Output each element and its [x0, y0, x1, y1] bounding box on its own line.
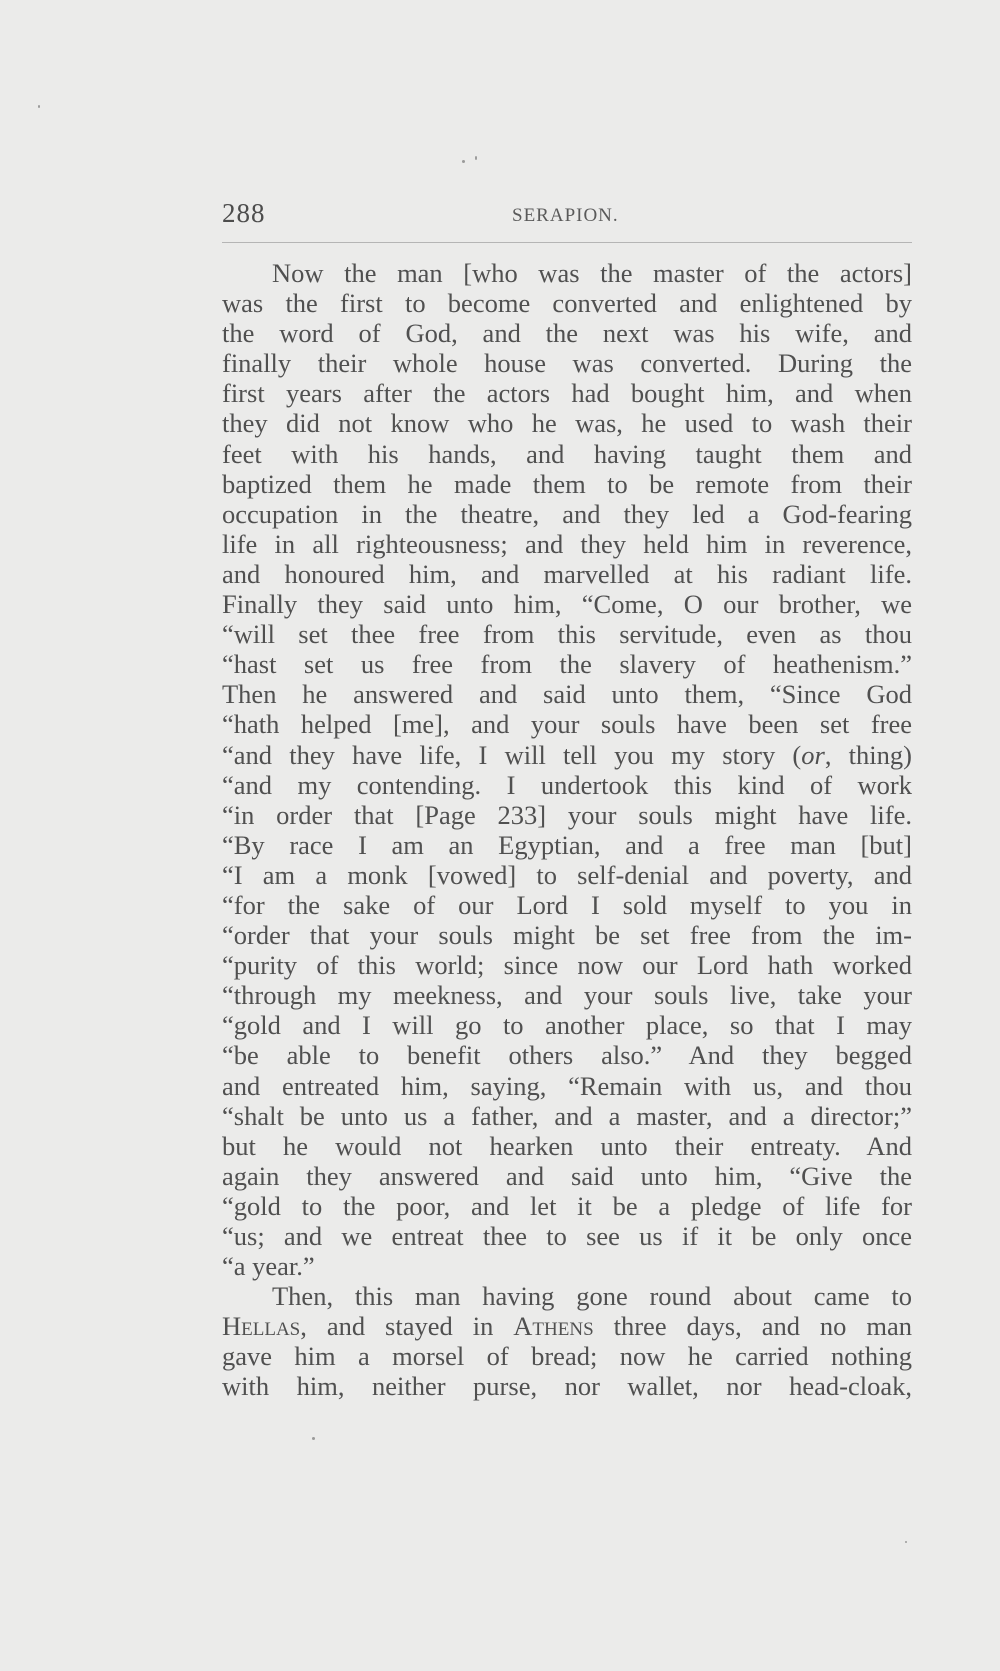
text-line: “will set thee free from this servitude, even as thou [222, 619, 912, 650]
text-line: “By race I am an Egyptian, and a free man [but] [222, 829, 912, 860]
text-line: feet with his hands, and having taught them and [222, 438, 912, 469]
text-line: “order that your souls might be set free from the im- [222, 920, 912, 951]
text-line: finally their whole house was converted. During the [222, 348, 912, 379]
text-line: they did not know who he was, he used to wash their [222, 408, 912, 439]
text-line: “gold to the poor, and let it be a pledge of life for [222, 1190, 912, 1221]
text-line: “hast set us free from the slavery of heathenism.” [222, 649, 912, 680]
paper-speck [905, 1541, 907, 1543]
paragraph-1 [222, 258, 912, 1281]
text-line: Then, this man having gone round about came to [272, 1281, 912, 1312]
text-line: Then he answered and said unto them, “Since God [222, 679, 912, 710]
paper-speck [38, 105, 40, 108]
text-line: “be able to benefit others also.” And they begged [222, 1040, 912, 1071]
text-line: Finally they said unto him, “Come, O our brother, we [222, 589, 912, 620]
text-line: “us; and we entreat thee to see us if it be only once [222, 1221, 912, 1251]
text-line: but he would not hearken unto their entreaty. And [222, 1130, 912, 1161]
text-line: and honoured him, and marvelled at his radiant life. [222, 558, 912, 589]
text-line: occupation in the theatre, and they led a God-fearing [222, 498, 912, 529]
text-line: baptized them he made them to be remote from their [222, 468, 912, 499]
text-line: “shalt be unto us a father, and a master, and a director;” [222, 1100, 912, 1131]
text-line: the word of God, and the next was his wife, and [222, 318, 912, 349]
paper-speck [475, 156, 477, 160]
text-line: gave him a morsel of bread; now he carried nothing [222, 1341, 912, 1372]
text-line: first years after the actors had bought him, and when [222, 378, 912, 409]
paper-speck [462, 160, 465, 163]
text-line: “for the sake of our Lord I sold myself to you in [222, 889, 912, 920]
text-line: was the first to become converted and enlightened by [222, 288, 912, 319]
page-header [222, 198, 912, 234]
paper-speck [312, 1437, 315, 1440]
text-line: with him, neither purse, nor wallet, nor head-cloak, [222, 1371, 912, 1402]
text-line: “I am a monk [vowed] to self-denial and poverty, and [222, 859, 912, 890]
text-line: and entreated him, saying, “Remain with us, and thou [222, 1070, 912, 1101]
text-line: “a year.” [222, 1251, 315, 1282]
text-line: “in order that [Page 233] your souls might have life. [222, 799, 912, 830]
text-line: “gold and I will go to another place, so that I may [222, 1010, 912, 1041]
text-line: Now the man [who was the master of the actors] [272, 258, 912, 288]
text-line: “hath helped [me], and your souls have been set free [222, 709, 912, 740]
body-text [222, 258, 912, 1402]
header-rule [222, 242, 912, 243]
running-head: SERAPION. [512, 205, 619, 226]
text-line: “through my meekness, and your souls live, take your [222, 980, 912, 1011]
text-line: life in all righteousness; and they held him in reverence, [222, 528, 912, 559]
paragraph-2 [222, 1281, 912, 1401]
page-number: 288 [222, 198, 266, 228]
text-line: “and they have life, I will tell you my story (or, thing) [222, 739, 912, 770]
text-line: again they answered and said unto him, “Give the [222, 1160, 912, 1191]
text-line: “purity of this world; since now our Lord hath worked [222, 950, 912, 981]
text-line: “and my contending. I undertook this kind of work [222, 769, 912, 800]
text-line: Hellas, and stayed in Athens three days, and no man [222, 1311, 912, 1342]
